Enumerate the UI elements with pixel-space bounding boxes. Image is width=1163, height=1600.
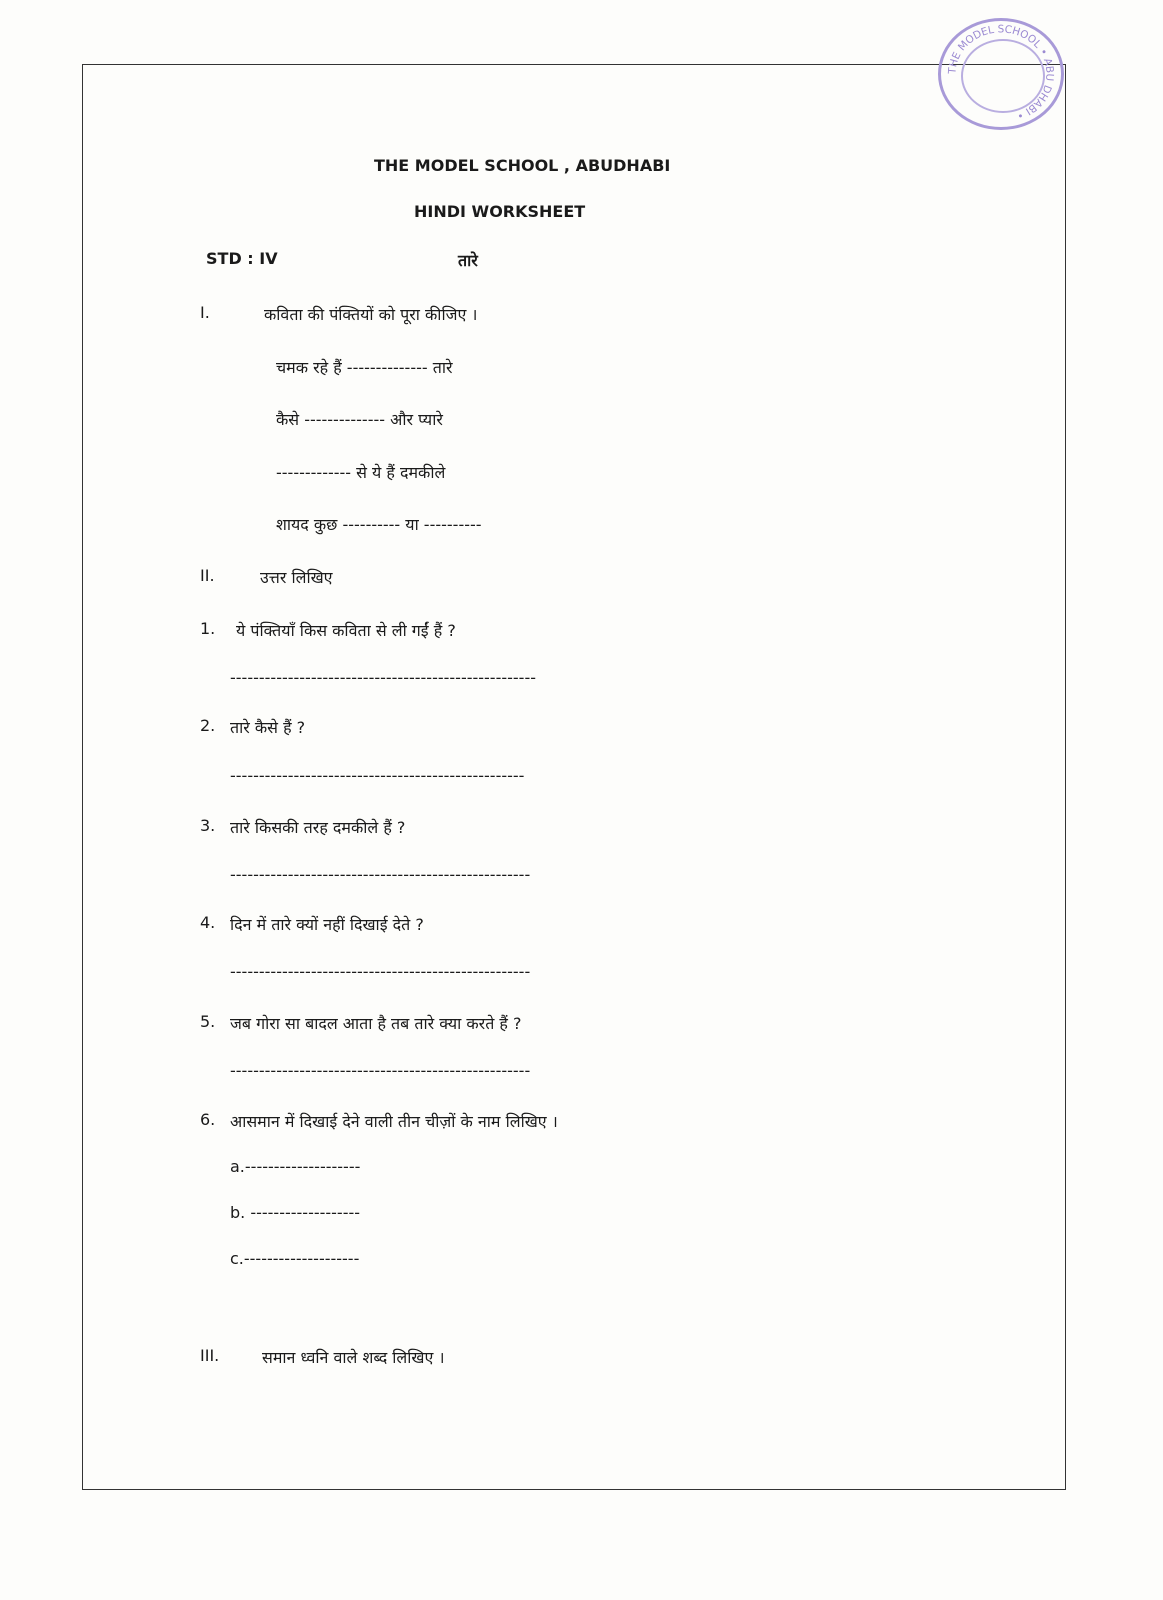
poem-line: ------------- से ये हैं दमकीले [276,463,446,482]
poem-line: शायद कुछ ---------- या ---------- [276,515,482,534]
section-3-number: III. [200,1346,220,1365]
question-text: दिन में तारे क्यों नहीं दिखाई देते ? [230,915,424,934]
section-1-number: I. [200,303,210,322]
standard-label: STD : IV [206,249,278,268]
question-text: आसमान में दिखाई देने वाली तीन चीज़ों के नाम लिखिए । [230,1112,558,1131]
school-name: THE MODEL SCHOOL , ABUDHABI [374,156,671,175]
answer-line: ---------------------------------------------------- [230,1061,531,1080]
answer-option: a.-------------------- [230,1157,361,1176]
poem-line: चमक रहे हैं -------------- तारे [276,358,453,377]
question-number: 6. [200,1110,216,1129]
school-stamp [938,18,1064,130]
answer-line: ---------------------------------------------------- [230,962,531,981]
answer-line: ---------------------------------------------------- [230,865,531,884]
lesson-title: तारे [458,251,478,270]
question-number: 1. [200,619,216,638]
answer-line: --------------------------------------------------- [230,766,525,785]
answer-option: c.-------------------- [230,1249,360,1268]
stamp-text-ring [941,21,1061,127]
section-3-title: समान ध्वनि वाले शब्द लिखिए । [262,1348,445,1367]
section-2-title: उत्तर लिखिए [260,568,333,587]
question-text: जब गोरा सा बादल आता है तब तारे क्या करते हैं ? [230,1014,522,1033]
question-number: 5. [200,1012,216,1031]
section-2-number: II. [200,566,215,585]
question-text: तारे किसकी तरह दमकीले हैं ? [230,818,406,837]
question-text: ये पंक्तियाँ किस कविता से ली गईं हैं ? [236,621,456,640]
question-number: 2. [200,716,216,735]
answer-line: ----------------------------------------------------- [230,668,536,687]
question-number: 3. [200,816,216,835]
question-text: तारे कैसे हैं ? [230,718,306,737]
question-number: 4. [200,913,216,932]
worksheet-title: HINDI WORKSHEET [414,202,586,221]
svg-text:THE MODEL SCHOOL • ABU DHABI •: THE MODEL SCHOOL • ABU DHABI • [946,23,1056,122]
poem-line: कैसे -------------- और प्यारे [276,410,443,429]
answer-option: b. ------------------- [230,1203,361,1222]
section-1-title: कविता की पंक्तियों को पूरा कीजिए । [264,305,478,324]
